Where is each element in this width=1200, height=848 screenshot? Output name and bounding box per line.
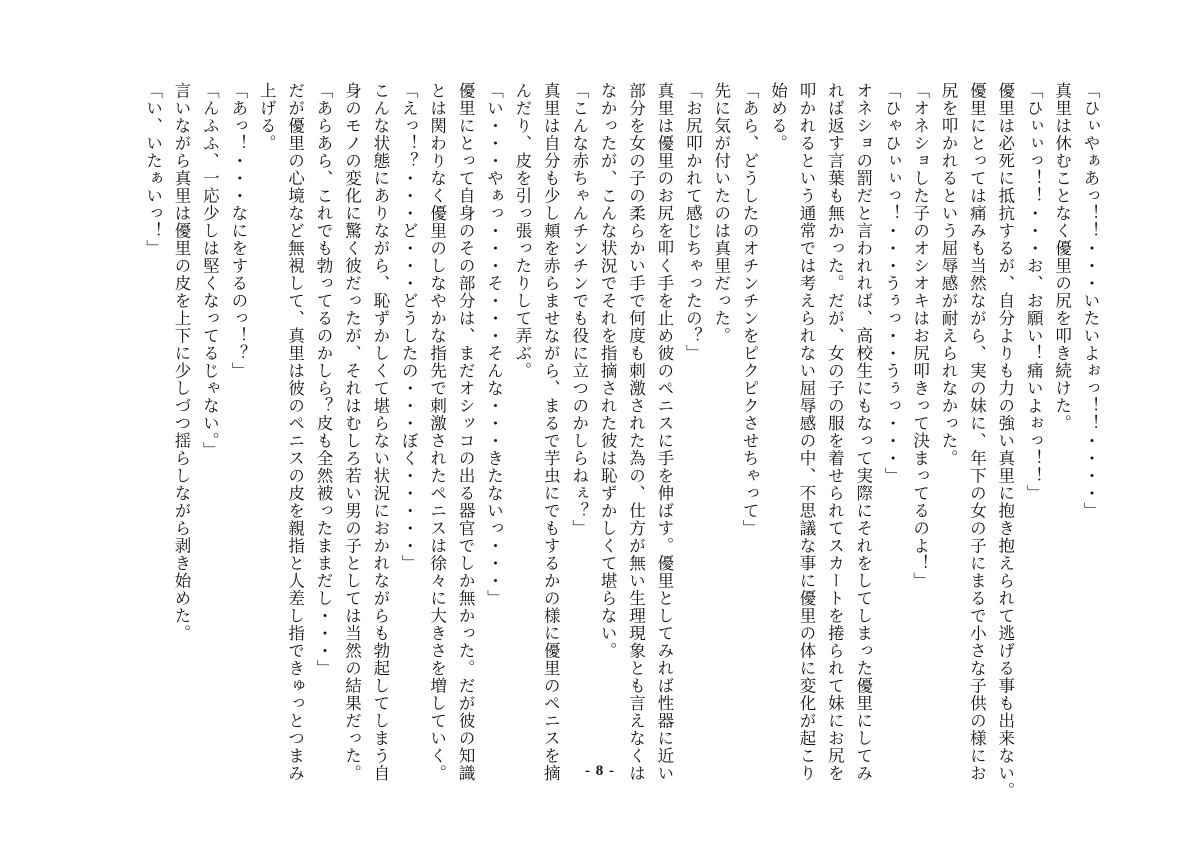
text-line: 「い・・・やぁっ・・・そ・・・そんな・・・きたないっ・・・」 <box>484 82 504 607</box>
text-line: 「あっ！・・・なにをするのっ！？」 <box>228 82 248 380</box>
text-line: だが優里の心境など無視して、真里は彼のペニスの皮を親指と人差し指できゅっとつまみ <box>285 82 305 782</box>
text-line: 「あらあら、これでも勃ってるのかしら？皮も全然被ったままだし・・・」 <box>314 82 334 677</box>
vertical-text-body <box>138 82 1104 800</box>
text-line: 「ひぃぃっ！！・・・お、お願い！痛いよぉっ！！」 <box>1024 82 1044 502</box>
text-line: 真里は自分も少し頬を赤らませながら、まるで芋虫にでもするかの様に優里のペニスを摘 <box>541 82 561 782</box>
text-line: 「い、いたぁいっ！」 <box>143 82 163 257</box>
text-line: 「こんな赤ちゃんチンチンでも役に立つのかしらねぇ？」 <box>569 82 589 537</box>
text-line: 「オネショした子のオシオキはお尻叩きって決まってるのよ！」 <box>910 82 930 590</box>
text-line: 「えっ！？・・・ど・・・どうしたの・・・ぼく・・・・・」 <box>399 82 419 572</box>
text-line: 優里にとっては痛みも当然ながら、実の妹に、年下の女の子にまるで小さな子供の様にお <box>967 82 987 782</box>
text-line: 「お尻叩かれて感じちゃったの？」 <box>683 82 703 362</box>
text-line: 先に気が付いたのは真里だった。 <box>711 82 731 345</box>
text-line: 優里は必死に抵抗するが、自分よりも力の強い真里に抱き抱えられて逃げる事も出来ない。 <box>995 82 1015 800</box>
text-line: 部分を女の子の柔らかい手で何度も刺激された為の、仕方が無い生理現象とも言えなくは <box>626 82 646 782</box>
text-line: 「んふふ、一応少しは堅くなってるじゃない。」 <box>200 82 220 459</box>
text-line: 真里は休むことなく優里の尻を叩き続けた。 <box>1052 82 1072 432</box>
page-number: - 8 - <box>585 763 615 779</box>
text-line: なかったが、こんな状況でそれを指摘された彼は恥ずかしくて堪らない。 <box>598 82 618 660</box>
text-line: れば返す言葉も無かった。だが、女の子の服を着せられてスカートを捲られて妹にお尻を <box>825 82 845 782</box>
text-line: 「あら、どうしたのオチンチンをピクピクさせちゃって」 <box>740 82 760 537</box>
text-line: こんな状態にありながら、恥ずかしくて堪らない状況におかれながらも勃起してしまう自 <box>370 82 390 782</box>
text-line: 「ひぃやぁあっ！！・・・いたいよぉっ！！・・・・」 <box>1081 82 1100 520</box>
text-line: 始める。 <box>768 82 788 152</box>
text-line: んだり、皮を引っ張ったりして弄ぶ。 <box>512 82 532 380</box>
text-line: 言いながら真里は優里の皮を上下に少しづつ揺らしながら剥き始めた。 <box>172 82 191 642</box>
text-line: 優里にとって自身のその部分は、まだオシッコの出る器官でしか無かった。だが彼の知識 <box>456 82 476 782</box>
text-line: 身のモノの変化に驚く彼だったが、それはむしろ若い男の子としては当然の結果だった。 <box>342 82 362 782</box>
text-line: 真里は優里のお尻を叩く手を止め彼のペニスに手を伸ばす。優里としてみれば性器に近い <box>654 82 674 782</box>
text-line: 叩かれるという通常では考えられない屈辱感の中、不思議な事に優里の体に変化が起こり <box>796 82 816 782</box>
text-line: オネショの罰だと言われれば、高校生にもなって実際にそれをしてしまった優里にしてみ <box>853 82 873 782</box>
text-line: 「ひゃひぃぃっ！・・・うぅっ・・うぅっ・・・」 <box>882 82 902 485</box>
text-line: 上げる。 <box>257 82 277 152</box>
text-line: とは関わりなく優里のしなやかな指先で刺激されたペニスは徐々に大きさを増していく。 <box>427 82 447 782</box>
text-line: 尻を叩かれるという屈辱感が耐えられなかった。 <box>938 82 958 467</box>
